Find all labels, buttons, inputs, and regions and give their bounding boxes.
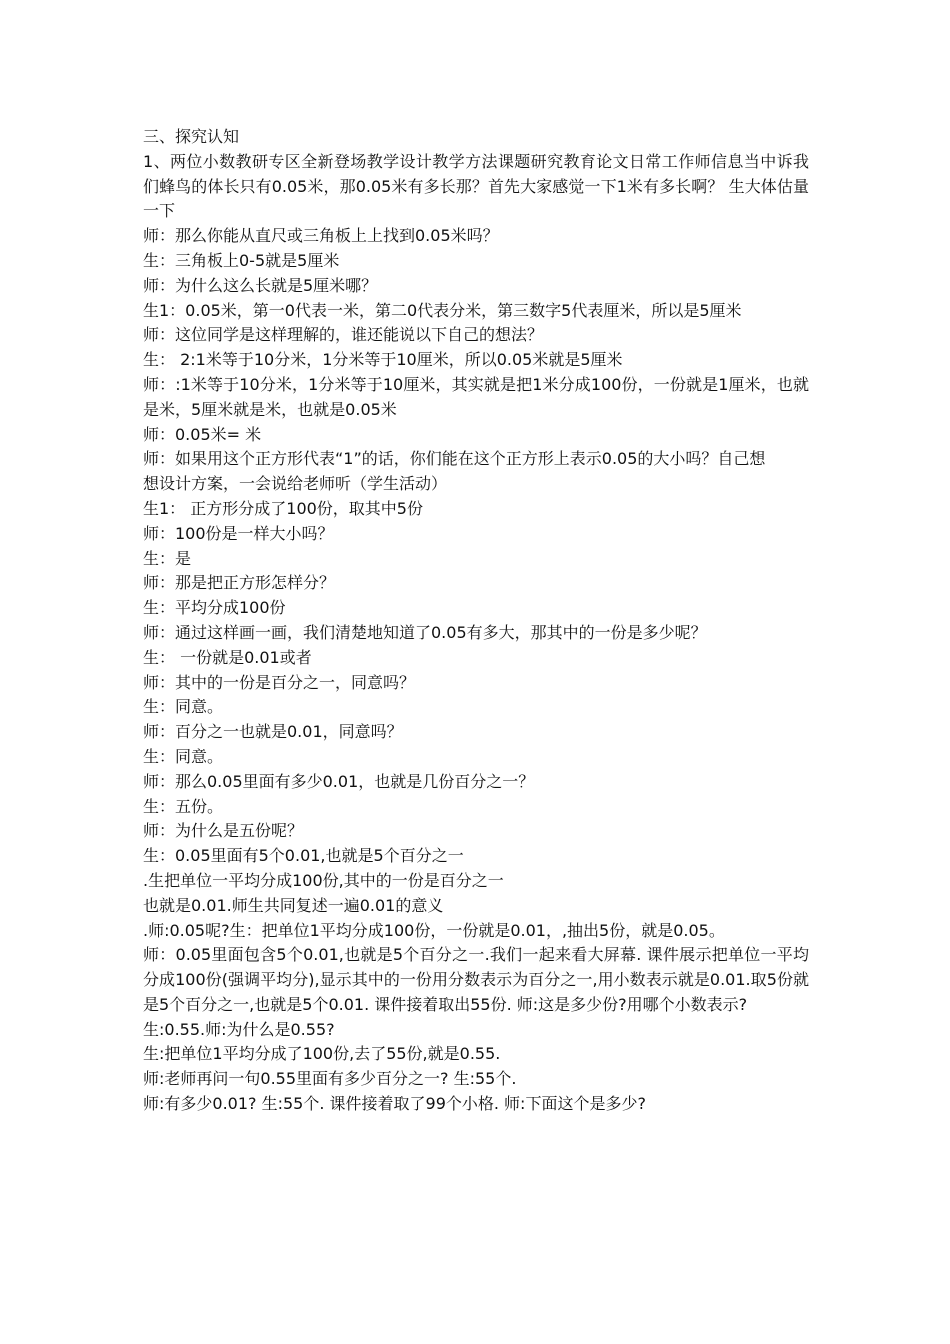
dialogue-line: 生:把单位1平均分成了100份,去了55份,就是0.55. — [143, 1044, 501, 1064]
dialogue-line: 生：是 — [143, 548, 192, 568]
document-body — [143, 125, 809, 1117]
dialogue-line: .生把单位一平均分成100份,其中的一份是百分之一 — [143, 870, 504, 890]
dialogue-line: 师：那是把正方形怎样分？ — [143, 573, 336, 593]
dialogue-line: 师：百分之一也就是0.01，同意吗？ — [143, 722, 403, 742]
dialogue-line: 师：0.05米= 米 — [143, 424, 262, 444]
dialogue-line: 师:有多少0.01? 生:55个. 课件接着取了99个小格. 师:下面这个是多少? — [143, 1094, 646, 1114]
dialogue-line: 师：那么你能从直尺或三角板上上找到0.05米吗？ — [143, 226, 499, 246]
paragraph: 1、两位小数教研专区全新登场教学设计教学方法课题研究教育论文日常工作师信息当中诉我们蜂鸟的体长只有0.05米，那0.05米有多长那？首先大家感觉一下1米有多长啊？ 生大体估量一下 — [143, 151, 809, 221]
dialogue-line: 师：:1米等于10分米，1分米等于10厘米，其实就是把1米分成100份，一份就是1厘米，也就是米，5厘米就是米，也就是0.05米 — [143, 374, 809, 419]
dialogue-line: 生:0.55.师:为什么是0.55? — [143, 1019, 335, 1039]
dialogue-line: 生：同意。 — [143, 746, 224, 766]
section-heading: 三、探究认知 — [143, 127, 240, 146]
dialogue-line: 生：平均分成100份 — [143, 598, 286, 618]
dialogue-line: 想设计方案，一会说给老师听（学生活动） — [143, 474, 448, 494]
dialogue-line: 师：为什么是五份呢？ — [143, 821, 304, 841]
dialogue-line: 师：那么0.05里面有多少0.01，也就是几份百分之一？ — [143, 771, 535, 791]
dialogue-line: .师:0.05呢?生：把单位1平均分成100份，一份就是0.01，,抽出5份，就是0.05。 — [143, 920, 725, 940]
dialogue-line: 师：这位同学是这样理解的，谁还能说以下自己的想法？ — [143, 325, 544, 345]
dialogue-line: 生：五份。 — [143, 796, 224, 816]
dialogue-line: 生： 一份就是0.01或者 — [143, 647, 312, 667]
dialogue-line: 生： 2:1米等于10分米，1分米等于10厘米，所以0.05米就是5厘米 — [143, 350, 623, 370]
dialogue-line: 师:老师再问一句0.55里面有多少百分之一? 生:55个. — [143, 1069, 517, 1089]
dialogue-line: 生：同意。 — [143, 697, 224, 717]
dialogue-line: 师：为什么这么长就是5厘米哪？ — [143, 275, 378, 295]
dialogue-line: 生：三角板上0-5就是5厘米 — [143, 250, 340, 270]
dialogue-line: 师：其中的一份是百分之一，同意吗？ — [143, 672, 416, 692]
dialogue-line: 也就是0.01.师生共同复述一遍0.01的意义 — [143, 895, 444, 915]
dialogue-line: 师：100份是一样大小吗？ — [143, 523, 334, 543]
dialogue-line: 生：0.05里面有5个0.01,也就是5个百分之一 — [143, 846, 464, 866]
dialogue-line: 师：通过这样画一画，我们清楚地知道了0.05有多大，那其中的一份是多少呢？ — [143, 622, 707, 642]
dialogue-line: 生1： 正方形分成了100份，取其中5份 — [143, 498, 423, 518]
dialogue-line: 师：0.05里面包含5个0.01,也就是5个百分之一.我们一起来看大屏幕. 课件展示把单位一平均分成100份(强调平均分),显示其中的一份用分数表示为百分之一,用小数表示就是0.01.取5份就是5个百分之一,也就是5个0.01. 课件接着取出55份. 师:这是多少份?用哪个小数表示? — [143, 945, 809, 1014]
dialogue-line: 师：如果用这个正方形代表“1”的话，你们能在这个正方形上表示0.05的大小吗？自己想 — [143, 449, 766, 469]
dialogue-line: 生1：0.05米，第一0代表一米，第二0代表分米，第三数字5代表厘米，所以是5厘米 — [143, 300, 742, 320]
